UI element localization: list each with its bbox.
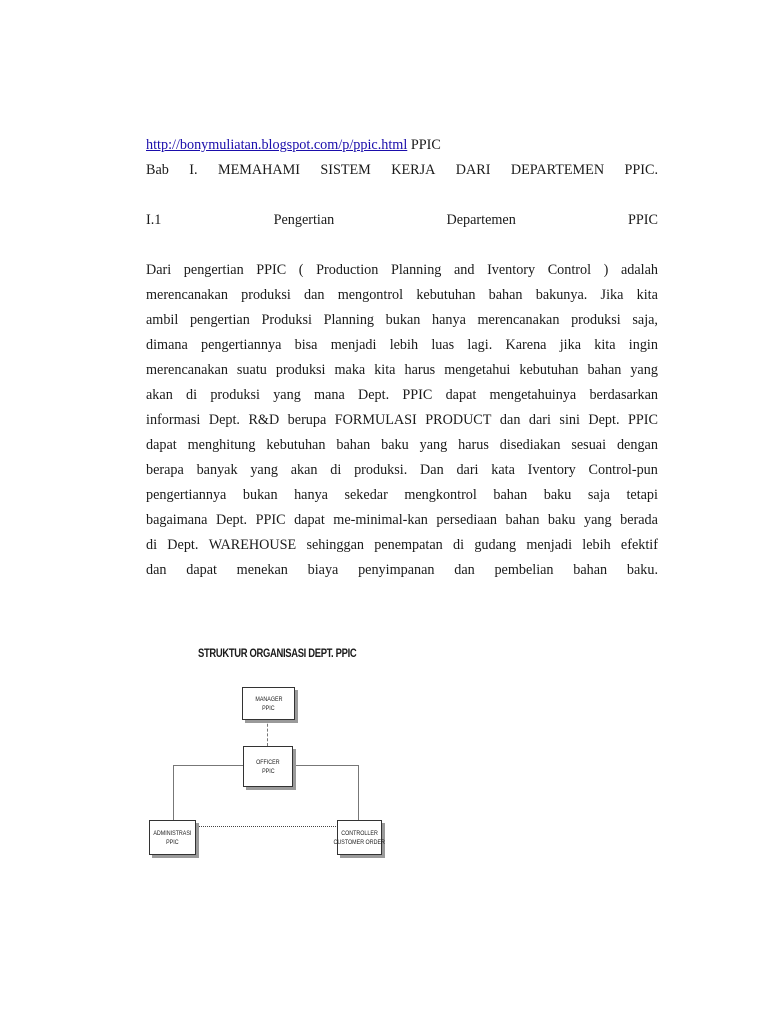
paragraph-word: bahan	[488, 287, 523, 303]
paragraph-word: yang	[419, 437, 448, 453]
paragraph-word: produksi	[571, 312, 621, 328]
paragraph-word: mengontrol	[337, 287, 404, 303]
paragraph-word: bukan	[242, 487, 278, 503]
paragraph-word: berupa	[287, 412, 327, 428]
paragraph-word: berada	[620, 512, 658, 528]
paragraph-word: produksi.	[354, 462, 408, 478]
paragraph-word: and	[453, 262, 475, 278]
paragraph-word: yang	[630, 362, 658, 378]
paragraph-word: dapat	[294, 512, 325, 528]
section-word: PPIC	[628, 212, 658, 228]
source-link[interactable]: http://bonymuliatan.blogspot.com/p/ppic.html	[146, 137, 408, 153]
paragraph-word: maka	[334, 362, 366, 378]
paragraph-word: bahan	[505, 512, 540, 528]
box-administrasi-ppic	[149, 820, 196, 855]
org-chart-title: STRUKTUR ORGANISASI DEPT. PPIC	[198, 648, 357, 660]
paragraph-line	[146, 258, 658, 283]
paragraph-word: Iventory	[487, 262, 536, 278]
paragraph-word: mana	[314, 387, 345, 403]
box-controller-customer-order	[333, 820, 386, 855]
paragraph-word: kebutuhan	[416, 287, 476, 303]
paragraph-word: sesuai	[571, 437, 607, 453]
chapter-word: I.	[189, 162, 198, 178]
paragraph-line	[146, 358, 658, 383]
connector-officer-right	[291, 765, 358, 766]
paragraph-word: Dept.	[215, 512, 248, 528]
paragraph-word: PPIC	[255, 512, 286, 528]
paragraph-line	[146, 333, 658, 358]
paragraph-word: menjadi	[526, 537, 573, 553]
paragraph-word: bahan	[493, 487, 528, 503]
paragraph-word: kata	[491, 462, 515, 478]
paragraph-word: bukan	[385, 312, 421, 328]
paragraph-line	[146, 483, 658, 508]
paragraph-word: merencanakan	[146, 287, 228, 303]
paragraph-word: dengan	[616, 437, 658, 453]
paragraph-word: hanya	[431, 312, 466, 328]
box-label: CUSTOMER ORDER	[333, 838, 386, 846]
paragraph-word: dan	[454, 562, 475, 578]
paragraph-word: PPIC	[628, 412, 658, 428]
paragraph-word: produksi	[210, 387, 260, 403]
chapter-word: Bab	[146, 162, 169, 178]
paragraph-word: Produksi	[261, 312, 312, 328]
connector-admin-controller	[195, 826, 338, 827]
paragraph-line	[146, 308, 658, 333]
paragraph-word: kebutuhan	[266, 437, 326, 453]
paragraph-line	[146, 433, 658, 458]
paragraph-word: sehinggan	[306, 537, 364, 553]
paragraph-line	[146, 408, 658, 433]
paragraph-word: Jika	[600, 287, 624, 303]
section-word: I.1	[146, 212, 162, 228]
paragraph-word: saja,	[632, 312, 658, 328]
box-manager-ppic	[242, 687, 295, 720]
paragraph-word: yang	[250, 462, 278, 478]
paragraph-word: dapat	[146, 437, 177, 453]
paragraph-word: bahan	[336, 437, 371, 453]
paragraph-word: )	[603, 262, 609, 278]
paragraph-word: bahan	[587, 362, 622, 378]
paragraph-line	[146, 508, 658, 533]
paragraph-word: yang	[273, 387, 301, 403]
box-label: MANAGER	[254, 695, 283, 703]
paragraph-word: baku	[381, 437, 409, 453]
paragraph-word: R&D	[248, 412, 280, 428]
chapter-word: DEPARTEMEN	[510, 162, 605, 178]
paragraph-word: mengetahuinya	[489, 387, 577, 403]
chapter-heading	[146, 158, 658, 183]
paragraph-word: disediakan	[499, 437, 561, 453]
paragraph-word: luas	[431, 337, 455, 353]
chapter-word: SISTEM	[320, 162, 371, 178]
paragraph-word: kebutuhan	[519, 362, 579, 378]
paragraph-word: mengkontrol	[404, 487, 477, 503]
paragraph-word: lagi.	[467, 337, 493, 353]
paragraph-line	[146, 558, 658, 583]
paragraph-word: biaya	[307, 562, 339, 578]
paragraph-word: dimana	[146, 337, 188, 353]
box-label: PPIC	[166, 838, 179, 846]
chapter-word: MEMAHAMI	[217, 162, 300, 178]
source-line	[146, 133, 658, 158]
paragraph-word: merencanakan	[477, 312, 560, 328]
paragraph-word: berdasarkan	[589, 387, 658, 403]
paragraph-word: harus	[458, 437, 489, 453]
body-paragraph	[146, 258, 658, 583]
paragraph-word: Planning	[390, 262, 442, 278]
chapter-word: DARI	[455, 162, 491, 178]
paragraph-line	[146, 458, 658, 483]
paragraph-word: Dept.	[208, 412, 240, 428]
paragraph-line	[146, 283, 658, 308]
paragraph-word: kita	[636, 287, 658, 303]
paragraph-word: harus	[404, 362, 436, 378]
paragraph-word: menekan	[236, 562, 288, 578]
paragraph-word: penyimpanan	[358, 562, 435, 578]
paragraph-word: sini	[559, 412, 580, 428]
paragraph-word: dapat	[186, 562, 217, 578]
paragraph-word: Dept.	[358, 387, 390, 403]
paragraph-word: hanya	[294, 487, 328, 503]
paragraph-word: Dept.	[167, 537, 199, 553]
paragraph-word: gudang	[474, 537, 517, 553]
connector-manager-officer	[267, 719, 268, 746]
source-suffix: PPIC	[410, 137, 441, 153]
paragraph-word: lebih	[389, 337, 419, 353]
paragraph-word: dari	[528, 412, 551, 428]
paragraph-word: pengertian	[189, 312, 250, 328]
paragraph-word: suatu	[236, 362, 267, 378]
chapter-word: KERJA	[391, 162, 436, 178]
paragraph-word: akan	[290, 462, 318, 478]
paragraph-word: di	[146, 537, 158, 553]
box-label: PPIC	[261, 767, 275, 775]
paragraph-word: sekedar	[344, 487, 388, 503]
paragraph-word: di	[330, 462, 342, 478]
paragraph-word: persediaan	[436, 512, 498, 528]
paragraph-word: FORMULASI	[334, 412, 417, 428]
paragraph-word: pengertian	[183, 262, 244, 278]
paragraph-word: ambil	[146, 312, 179, 328]
paragraph-word: mengetahui	[444, 362, 511, 378]
paragraph-word: baku	[543, 487, 572, 503]
paragraph-word: Dept.	[588, 412, 620, 428]
paragraph-word: Control-pun	[588, 462, 658, 478]
paragraph-word: baku.	[626, 562, 658, 578]
paragraph-word: produksi	[275, 362, 326, 378]
paragraph-word: dari	[456, 462, 479, 478]
paragraph-word: (	[298, 262, 304, 278]
paragraph-word: dan	[499, 412, 521, 428]
paragraph-word: Dan	[420, 462, 444, 478]
box-label: PPIC	[262, 704, 275, 712]
paragraph-word: bisa	[294, 337, 318, 353]
paragraph-word: dapat	[445, 387, 477, 403]
paragraph-word: menghitung	[187, 437, 256, 453]
paragraph-word: bahan	[573, 562, 608, 578]
section-word: Pengertian	[273, 212, 335, 228]
paragraph-word: berapa	[146, 462, 184, 478]
paragraph-word: di	[453, 537, 465, 553]
paragraph-word: penempatan	[374, 537, 443, 553]
paragraph-word: efektif	[620, 537, 658, 553]
paragraph-word: merencanakan	[146, 362, 228, 378]
box-label: ADMINISTRASI	[153, 829, 192, 837]
paragraph-word: jika	[559, 337, 581, 353]
chapter-word: PPIC.	[624, 162, 658, 178]
connector-right-down	[358, 765, 359, 822]
paragraph-word: WAREHOUSE	[208, 537, 297, 553]
paragraph-word: ingin	[628, 337, 658, 353]
connector-left-down	[173, 765, 174, 822]
section-heading	[146, 208, 658, 233]
section-word: Departemen	[446, 212, 516, 228]
paragraph-word: PPIC	[256, 262, 287, 278]
paragraph-word: dan	[303, 287, 325, 303]
paragraph-line	[146, 533, 658, 558]
paragraph-word: tetapi	[626, 487, 658, 503]
paragraph-word: akan	[146, 387, 173, 403]
paragraph-word: Control	[547, 262, 592, 278]
paragraph-word: menjadi	[330, 337, 377, 353]
connector-officer-left	[173, 765, 243, 766]
paragraph-word: baku	[547, 512, 576, 528]
paragraph-line	[146, 383, 658, 408]
paragraph-word: PRODUCT	[425, 412, 492, 428]
org-chart	[140, 640, 400, 870]
paragraph-word: bagaimana	[146, 512, 208, 528]
document-body	[146, 133, 658, 583]
box-label: OFFICER	[256, 758, 280, 766]
paragraph-word: bakunya.	[535, 287, 588, 303]
paragraph-word: me-minimal-kan	[333, 512, 428, 528]
paragraph-word: adalah	[620, 262, 658, 278]
box-label: CONTROLLER	[341, 829, 378, 837]
paragraph-word: informasi	[146, 412, 201, 428]
paragraph-word: banyak	[196, 462, 238, 478]
paragraph-word: kita	[374, 362, 396, 378]
paragraph-word: yang	[584, 512, 612, 528]
paragraph-word: dan	[146, 562, 167, 578]
box-officer-ppic	[243, 746, 293, 787]
paragraph-word: PPIC	[402, 387, 433, 403]
paragraph-word: Production	[316, 262, 379, 278]
paragraph-word: Iventory	[527, 462, 576, 478]
paragraph-word: Planning	[323, 312, 375, 328]
paragraph-word: pengertiannya	[146, 487, 227, 503]
paragraph-word: produksi	[241, 287, 291, 303]
paragraph-word: lebih	[582, 537, 611, 553]
paragraph-word: Dari	[146, 262, 172, 278]
paragraph-word: di	[186, 387, 198, 403]
paragraph-word: saja	[587, 487, 610, 503]
paragraph-word: pembelian	[494, 562, 554, 578]
paragraph-word: pengertiannya	[201, 337, 282, 353]
paragraph-word: Karena	[505, 337, 547, 353]
paragraph-word: kita	[594, 337, 616, 353]
